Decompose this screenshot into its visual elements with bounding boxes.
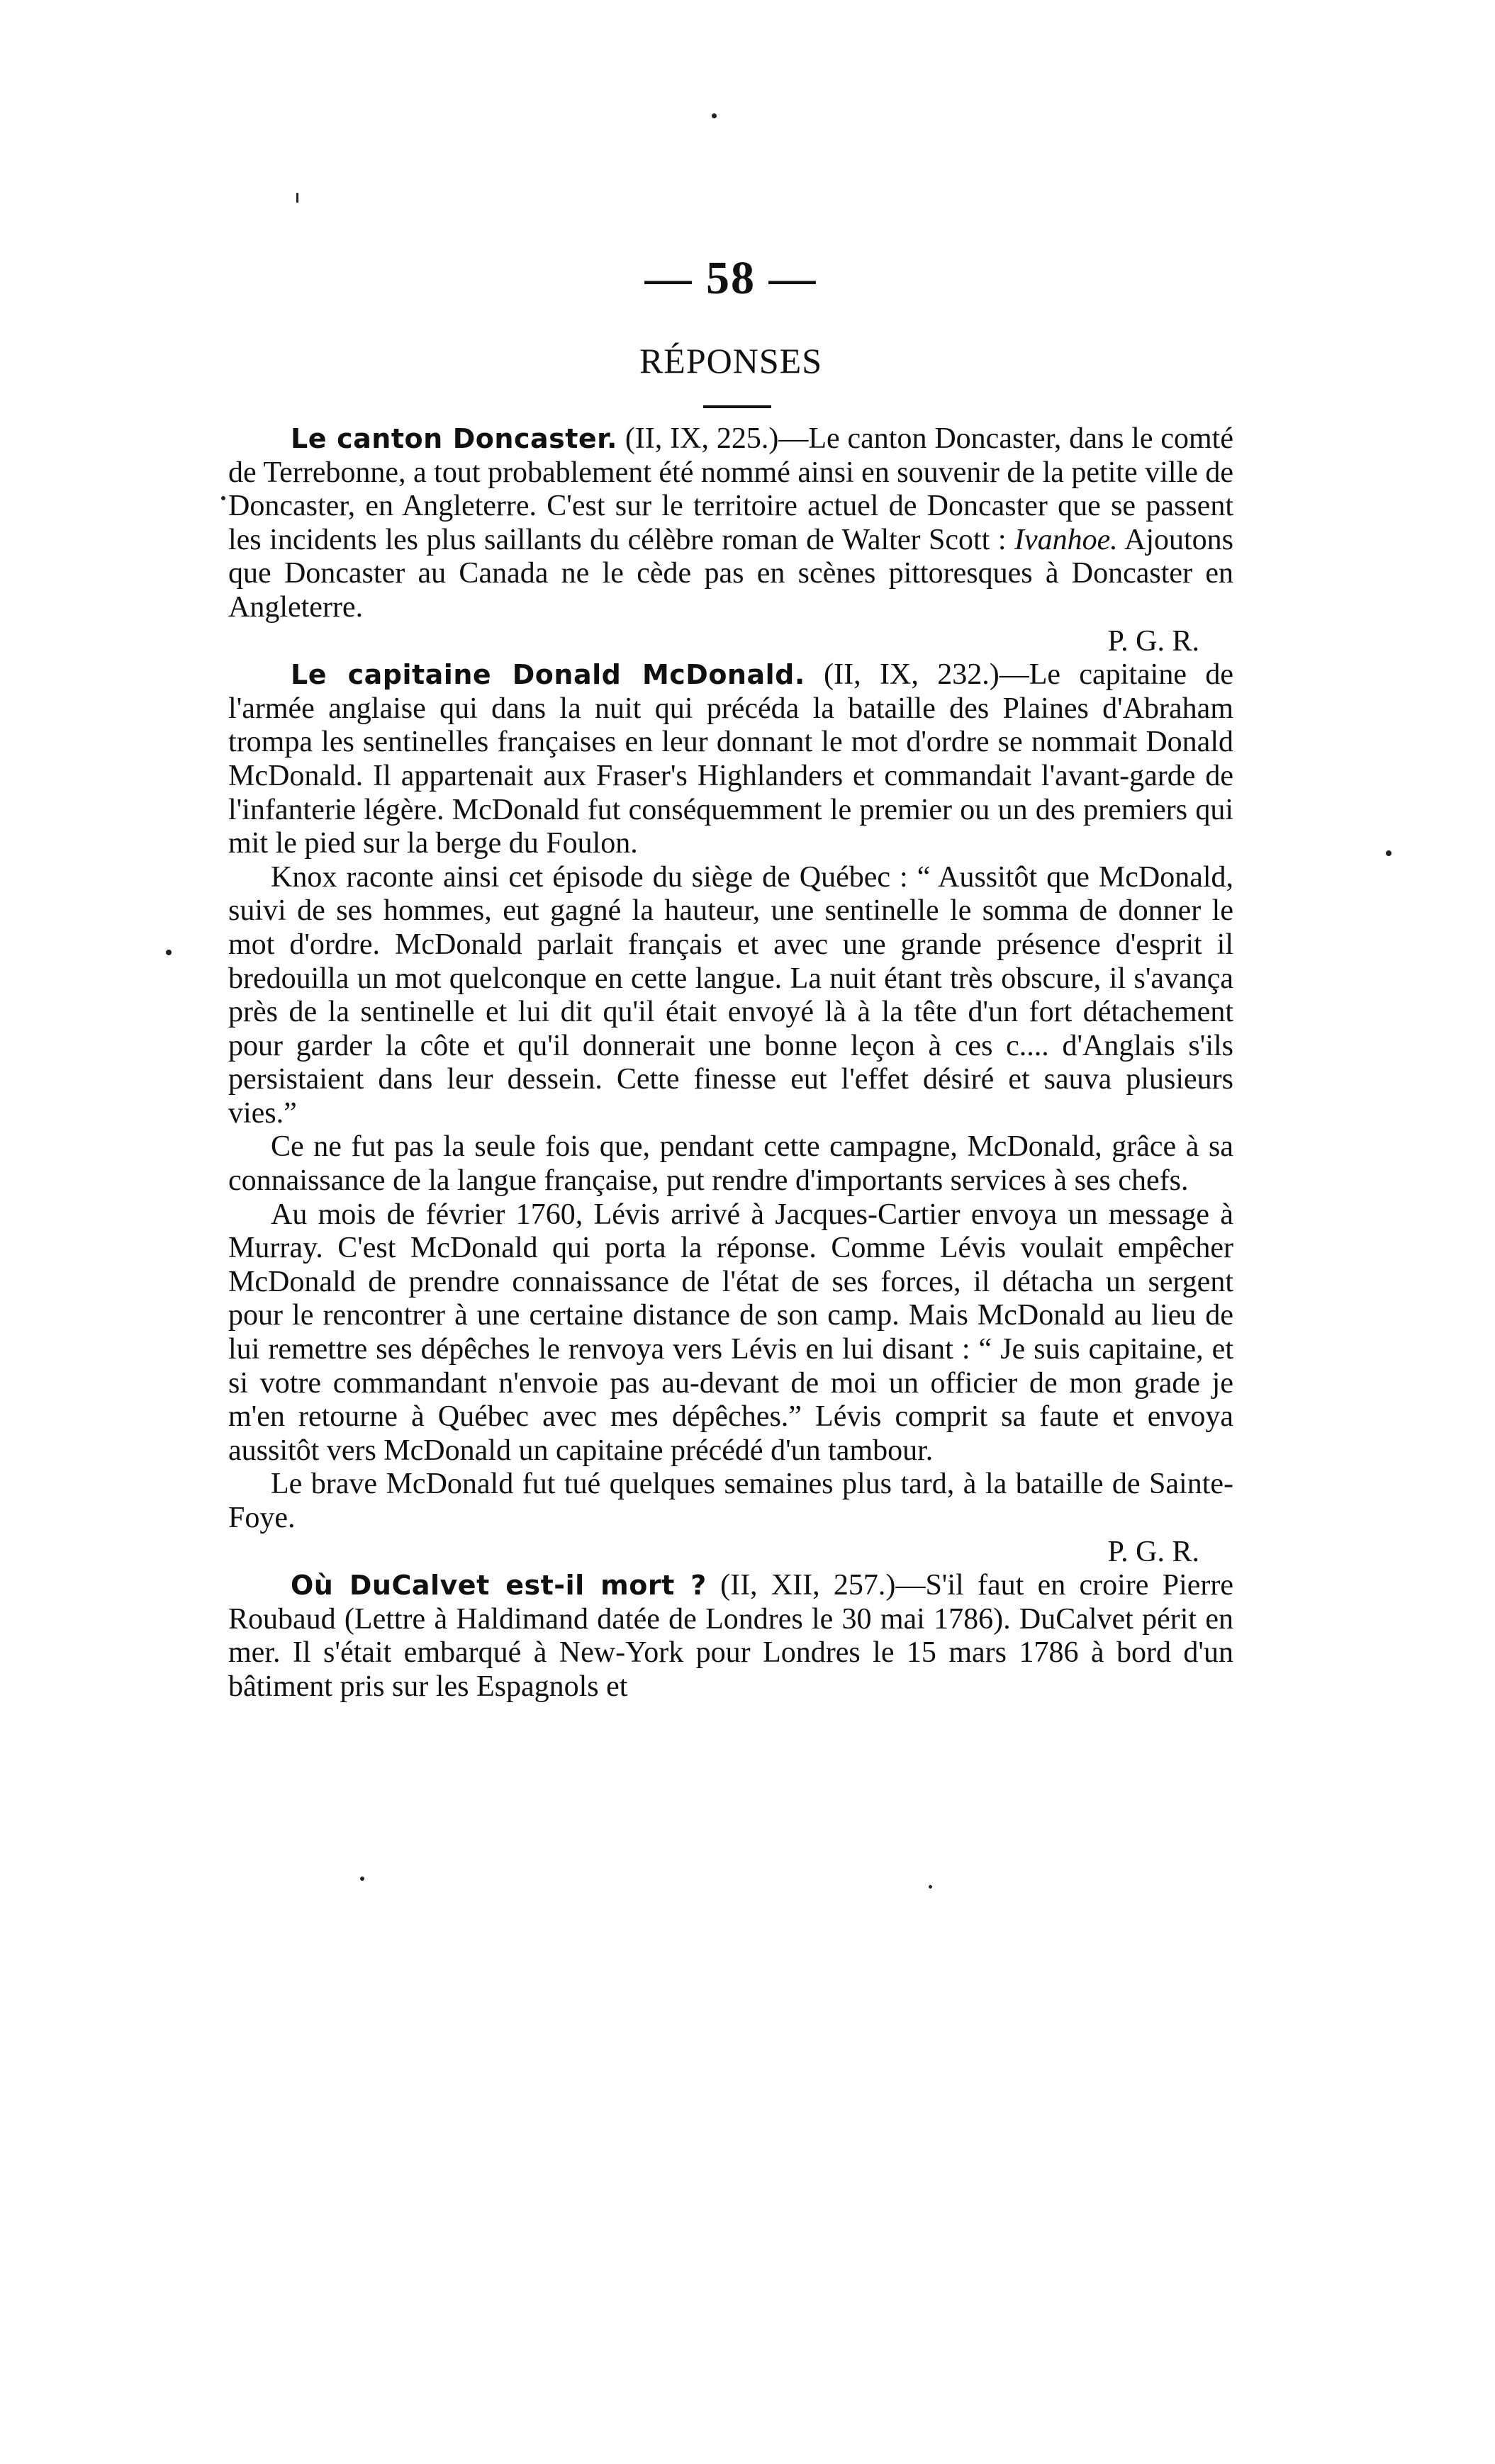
page-number: — 58 — [644,252,817,304]
entry-text: —Le capitaine de l'armée anglaise qui dans la nuit qui précéda la bataille des Plaines d'Abraham trompa les sentinelles françaises en leur donnant le mot d'ordre se nommait Donald McDonald. Il appartenait aux Fraser's Highlanders et commandait l'avant-garde de l'infanterie légère. McDonald fut conséquemment le premier ou un des premiers qui mit le pied sur la berge du Foulon. [228,658,1233,860]
entry-text: —Le canton Doncaster, dans le comté de Terrebonne, a tout probablement été nommé ainsi en souvenir de la petite ville de Doncaster, en Angleterre. C'est sur le territoire actuel de Doncaster que se passent les incidents les plus saillants du célèbre roman de Walter Scott : [228,422,1233,556]
paragraph: Le brave McDonald fut tué quelques semaines plus tard, à la bataille de Sainte-Foye. [228,1468,1233,1534]
entry-heading: Le canton Doncaster. [291,423,617,454]
section-title: RÉPONSES [639,341,823,381]
entry-text: —S'il faut en croire Pierre Roubaud (Lettre à Haldimand datée de Londres le 30 mai 1786). DuCalvet périt en mer. Il s'était embarqué à New-York pour Londres le 15 mars 1786 à bord d'un bâtiment pris sur les Espagnols et [228,1569,1233,1703]
entry-ducalvet [228,1569,1233,1704]
scan-speck [712,113,717,118]
entry-reference: (II, XII, 257.) [706,1569,896,1602]
scan-speck [221,496,225,500]
article-body [228,422,1233,1704]
entry-reference: (II, IX, 225.) [617,422,779,455]
scan-speck [929,1885,932,1889]
entry-heading: Où DuCalvet est-il mort ? [291,1570,707,1602]
entry-reference: (II, IX, 232.) [805,658,1000,692]
paragraph: Knox raconte ainsi cet épisode du siège de Québec : “ Aussitôt que McDonald, suivi de ses hommes, eut gagné la hauteur, une sentinelle le somma de donner le mot d'ordre. McDonald parlait français et avec une grande présence d'esprit il bredouilla un mot quelconque en cette langue. La nuit étant très obscure, il s'avança près de la sentinelle et lui dit qu'il était envoyé là à la tête d'un fort détachement pour garder la côte et qu'il donnerait une bonne leçon à ces c.... d'Anglais s'ils persistaient dans leur dessein. Cette finesse eut l'effet désiré et sauva plusieurs vies.” [228,860,1233,1130]
entry-doncaster [228,422,1233,625]
signature: P. G. R. [1107,624,1199,658]
entry-text-continued: Ajoutons que Doncaster au Canada ne le cède pas en scènes pittoresques à Doncaster en Angleterre. [228,523,1234,624]
book-title: Ivanhoe. [1014,523,1118,556]
scan-speck [360,1877,364,1881]
paragraph: Au mois de février 1760, Lévis arrivé à Jacques-Cartier envoya un message à Murray. C'est McDonald qui porta la réponse. Comme Lévis voulait empêcher McDonald de prendre connaissance de l'état de ses forces, il détacha un sergent pour le rencontrer à une certaine distance de son camp. Mais McDonald au lieu de lui remettre ses dépêches le renvoya vers Lévis en lui disant : “ Je suis capitaine, et si votre commandant n'envoie pas au-devant de moi un officier de mon grade je m'en retourne à Québec avec mes dépêches.” Lévis comprit sa faute et envoya aussitôt vers McDonald un capitaine précédé d'un tambour. [228,1198,1233,1467]
scan-speck [1386,850,1392,856]
scan-speck [166,950,172,955]
title-divider [703,405,771,408]
entry-mcdonald [228,658,1233,861]
paragraph: Ce ne fut pas la seule fois que, pendant cette campagne, McDonald, grâce à sa connaissance de la langue française, put rendre d'importants services à ses chefs. [228,1130,1233,1198]
scan-speck [296,193,298,203]
signature: P. G. R. [1107,1535,1199,1568]
entry-heading: Le capitaine Donald McDonald. [291,659,805,691]
